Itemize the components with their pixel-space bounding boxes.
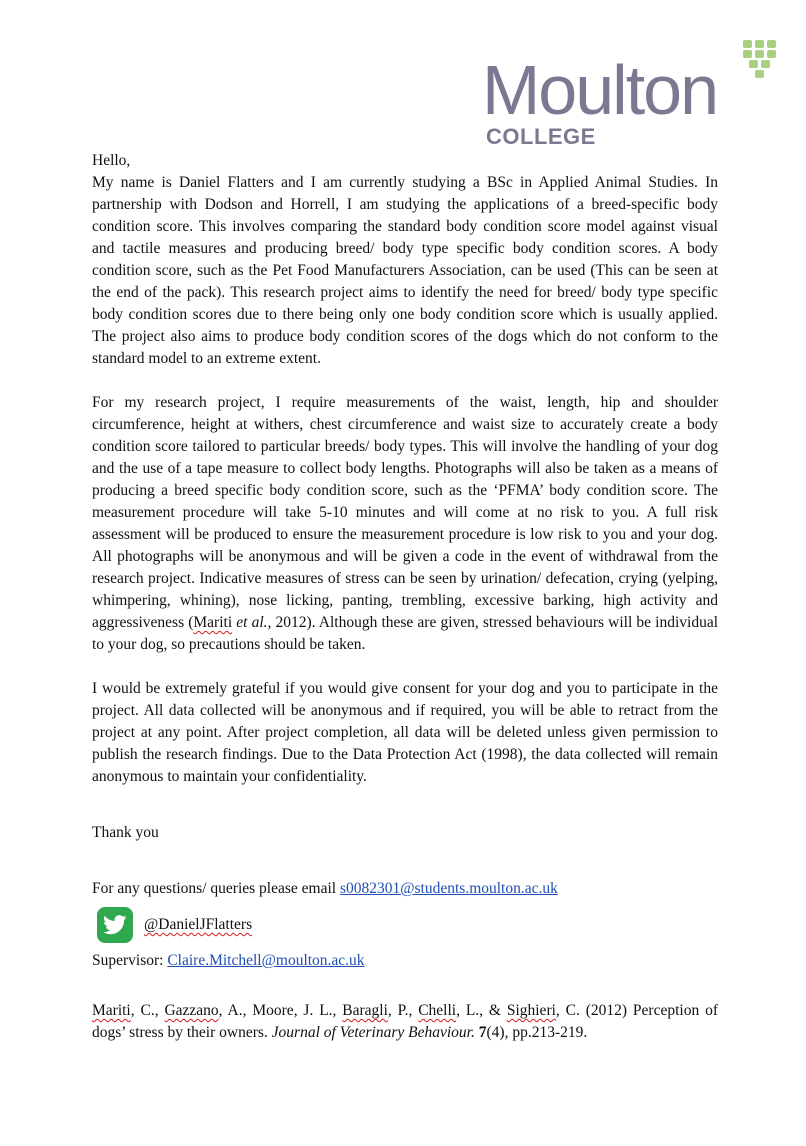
contact-line [92,878,718,900]
reference-entry [92,1000,718,1044]
ref-author-2-suffix: , A., Moore, J. L., [218,1002,343,1019]
ref-author-1-suffix: , C., [130,1002,165,1019]
ref-author-5-suffix: , C. (2012) Perception of dogs’ stress by their owners. [92,1002,718,1041]
twitter-row [92,904,718,946]
ref-author-4: Chelli [418,1002,457,1019]
citation-etal: et al., [236,614,272,631]
consent-paragraph: I would be extremely grateful if you would give consent for your dog and you to participate in the project. All data collected will be anonymous and if required, you will be able to retract from the project at any point. After project completion, all data will be deleted unless given permission to publish the research findings. Due to the Data Protection Act (1998), the data collected will remain anonymous to maintain your confidentiality. [92,680,718,785]
contact-prefix: For any questions/ queries please email [92,880,340,897]
greeting: Hello, [92,152,131,169]
citation-tail: 2012). Although these are given, stressed behaviours will be individual to your dog, so precautions should be taken. [92,614,719,653]
ref-author-1: Mariti [92,1002,131,1019]
leaf-grid-icon [743,40,777,78]
ref-journal: Journal of Veterinary Behaviour. [271,1024,475,1041]
ref-pages: (4), pp.213-219. [486,1024,588,1041]
intro-paragraph: My name is Daniel Flatters and I am currently studying a BSc in Applied Animal Studies. In partnership with Dodson and Horrell, I am studying the applications of a breed-specific body condition score. This involves comparing the standard body condition score model against visual and tactile measures and producing breed/ body type specific body condition scores. A body condition score, such as the Pet Food Manufacturers Association, can be used (This can be seen at the end of the pack). This research project aims to identify the need for breed/ body type specific body condition scores due to there being only one body condition score which is usually applied. The project also aims to produce body condition scores of the dogs which do not conform to the standard model to an extreme extent. [92,174,718,367]
supervisor-line [92,950,718,972]
logo-wordmark: Moulton [482,51,718,129]
supervisor-label: Supervisor: [92,952,168,969]
supervisor-email-link[interactable]: Claire.Mitchell@moulton.ac.uk [167,952,365,969]
ref-author-3: Baragli [342,1002,388,1019]
student-email-link[interactable]: s0082301@students.moulton.ac.uk [339,880,558,897]
procedure-text: For my research project, I require measurements of the waist, length, hip and shoulder circumference, height at withers, chest circumference and waist size to accurately create a body condition score tailored to particular breeds/ body types. This will involve the handling of your dog and the use of a tape measure to collect body lengths. Photographs will also be taken as a means of producing a breed specific body condition score, such as the ‘PFMA’ body condition score. The measurement procedure will take 5-10 minutes and will come at no risk to you. A full risk assessment will be produced to ensure the measurement procedure is low risk to you and your dog. All photographs will be anonymous and will be given a code in the event of withdrawal from the research project. Indicative measures of stress can be seen by urination/ defecation, crying (yelping, whimpering, whining), nose licking, panting, trembling, excessive barking, high activity and aggressiveness ( [92,394,718,631]
twitter-icon[interactable] [97,907,133,943]
ref-author-4-suffix: , L., & [456,1002,507,1019]
procedure-paragraph [92,392,718,656]
logo-subtitle: COLLEGE [486,124,596,149]
twitter-handle[interactable]: @DanielJFlatters [144,916,253,933]
citation-author: Mariti [193,614,233,631]
ref-volume: 7 [474,1024,487,1041]
letter-body [92,150,718,1044]
ref-author-3-suffix: , P., [387,1002,419,1019]
thanks-text: Thank you [92,824,159,841]
college-logo [482,38,782,153]
ref-author-5: Sighieri [506,1002,556,1019]
ref-author-2: Gazzano [164,1002,219,1019]
